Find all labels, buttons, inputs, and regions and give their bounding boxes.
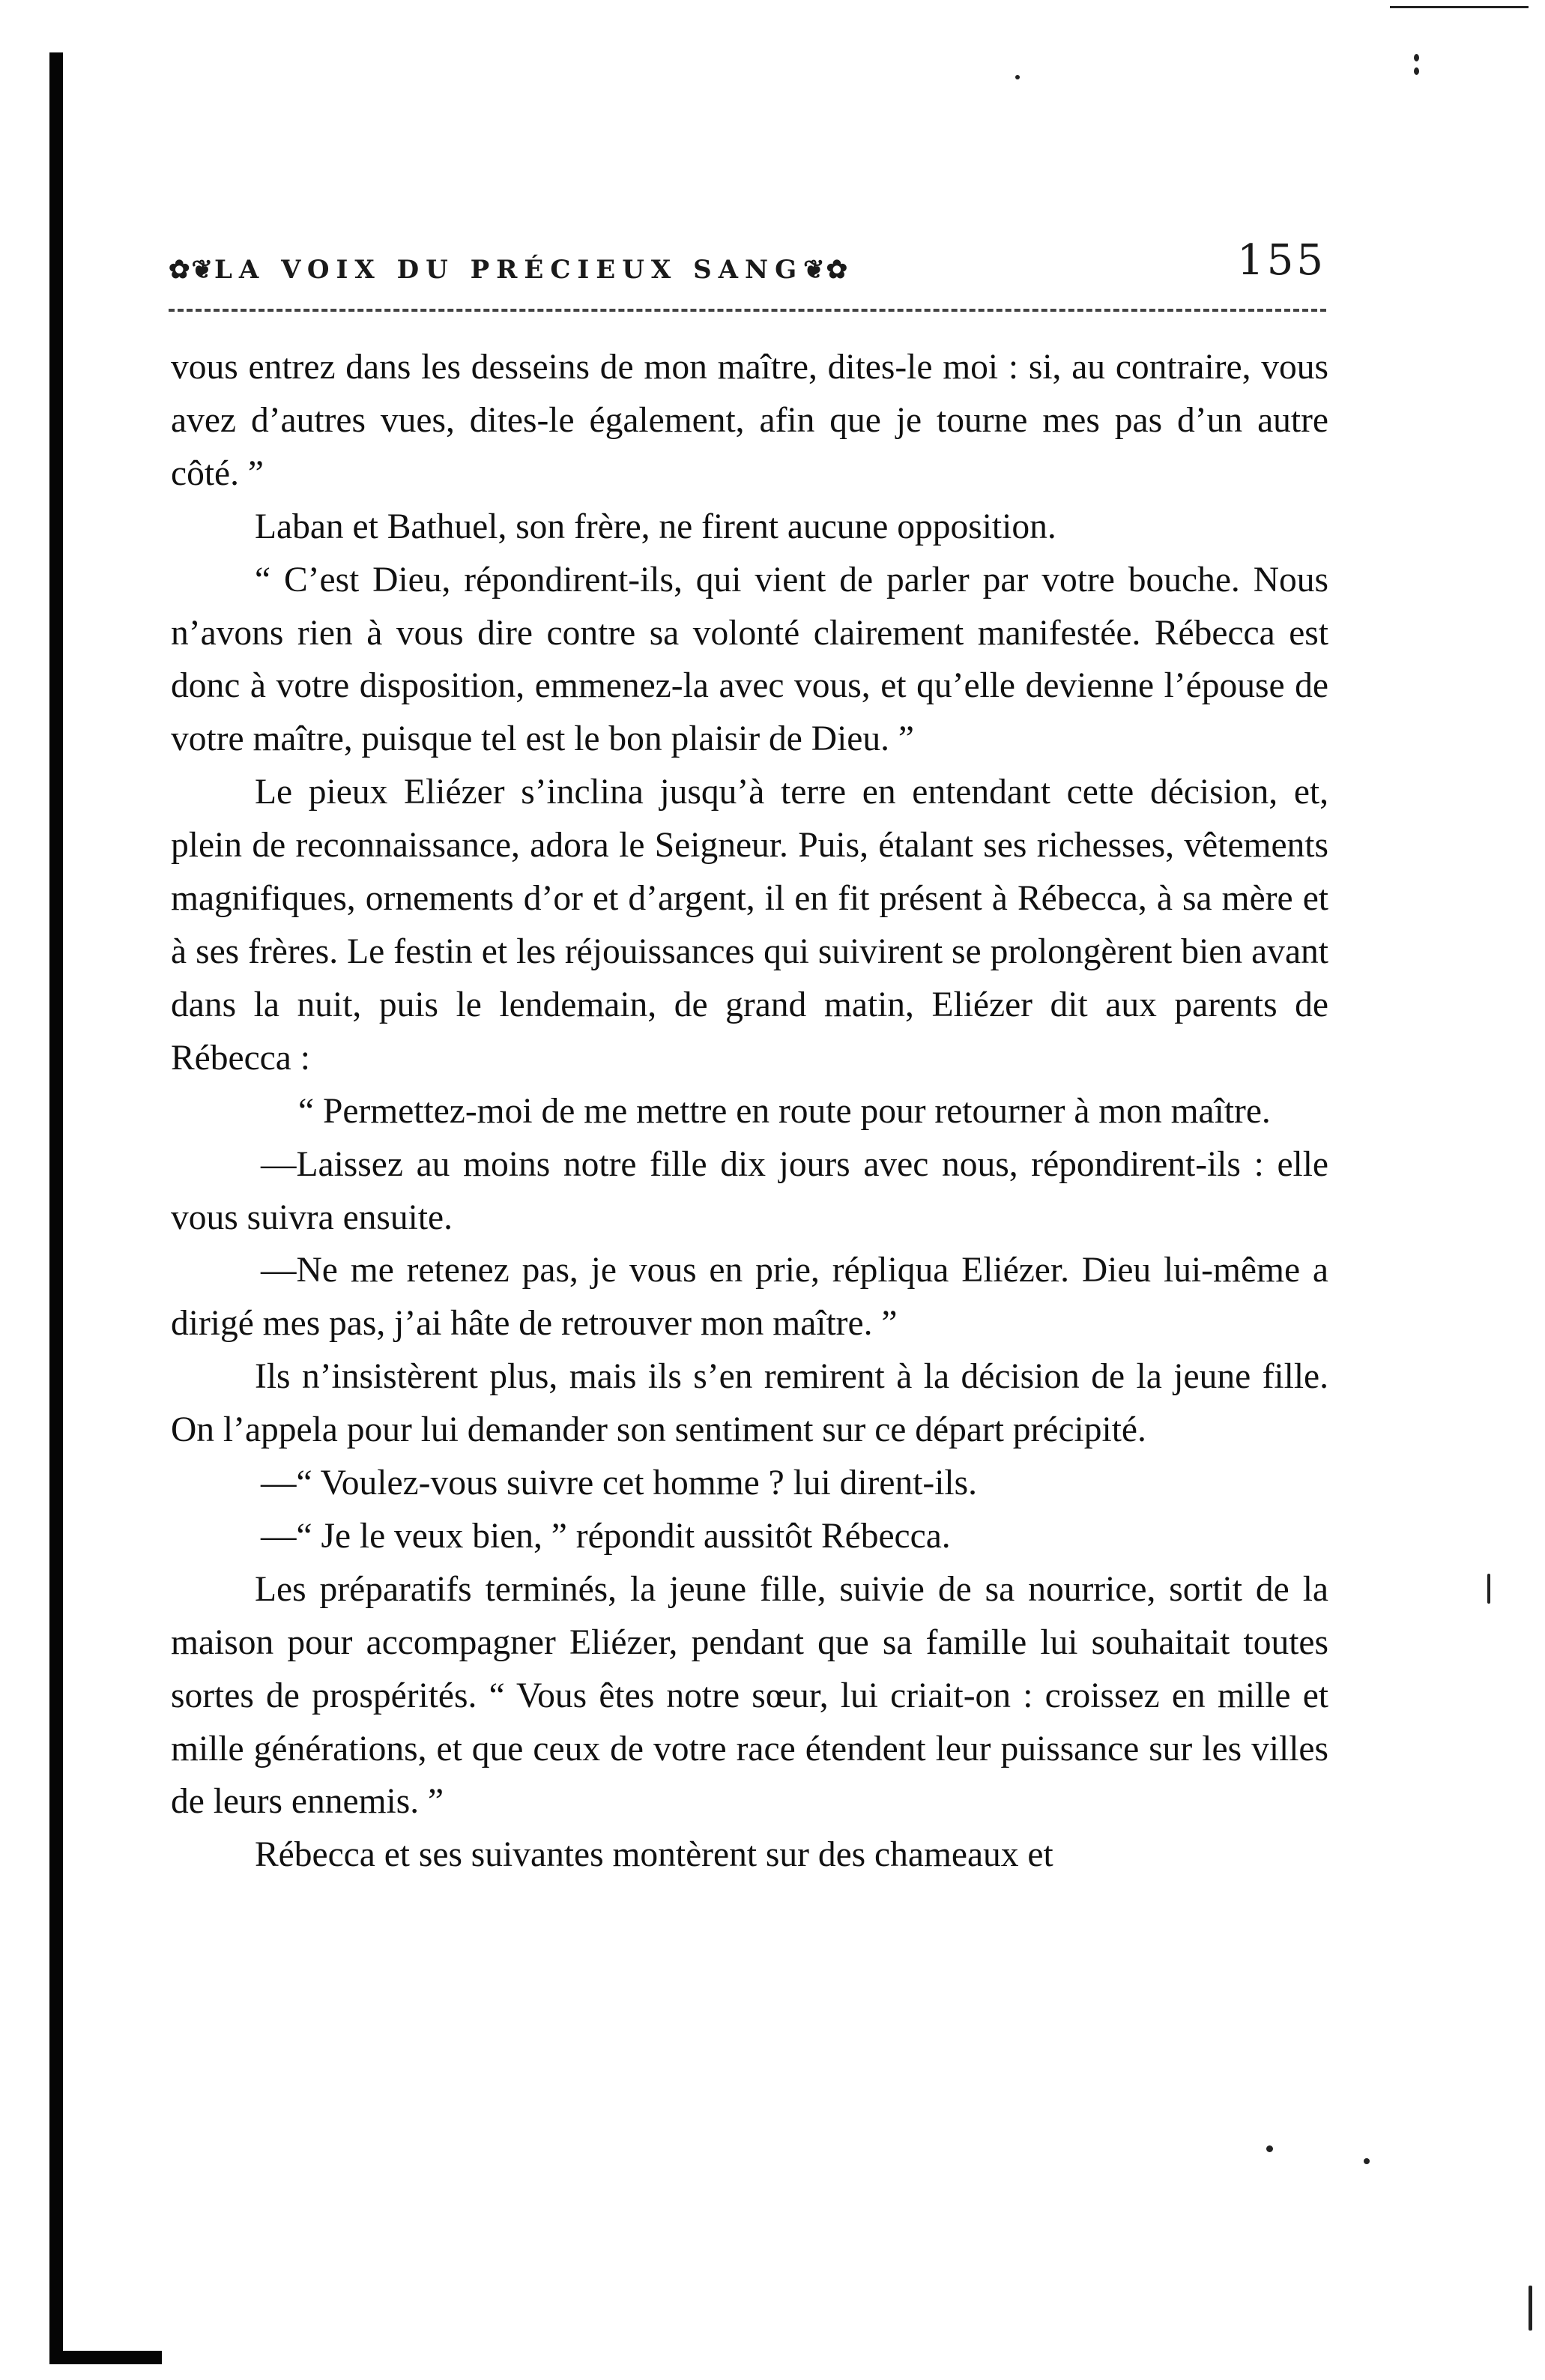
paragraph: “ Permettez-moi de me mettre en route pour retourner à mon maître.	[298, 1091, 1271, 1131]
paragraph: Ils n’insistèrent plus, mais ils s’en remirent à la décision de la jeune fille. On l’appela pour lui demander son sentiment sur ce départ précipité.	[171, 1357, 1328, 1450]
scan-speck	[1487, 1574, 1490, 1604]
page-number: 155	[1237, 236, 1326, 285]
scan-speck	[1414, 54, 1419, 61]
header-rule	[169, 309, 1326, 312]
paragraph: Les préparatifs terminés, la jeune fille, suivie de sa nourrice, sortit de la maison pour accompagner Eliézer, pendant que sa famille lui souhaitait toutes sortes de prospérités. “ Vous êtes notre sœur, lui criait-on : croissez en mille et mille générations, et que ceux de votre race étendent leur puissance sur les villes de leurs ennemis. ”	[171, 1569, 1328, 1822]
paragraph: —“ Voulez-vous suivre cet homme ? lui dirent-ils.	[261, 1464, 977, 1503]
running-title	[169, 255, 849, 285]
page-header	[169, 225, 1326, 285]
scan-top-mark	[1390, 6, 1529, 8]
ornament-left: ✿❦	[169, 255, 214, 285]
paragraph: —Laissez au moins notre fille dix jours avec nous, répondirent-ils : elle vous suivra ensuite.	[171, 1144, 1328, 1237]
scan-speck	[1015, 75, 1020, 79]
paragraph: Le pieux Eliézer s’inclina jusqu’à terre en entendant cette décision, et, plein de reconnaissance, adora le Seigneur. Puis, étalant ses richesses, vêtements magnifiques, ornements d’or et d’argent, il en fit présent à Rébecca, à sa mère et à ses frères. Le festin et les réjouissances qui suivirent se prolongèrent bien avant dans la nuit, puis le lendemain, de grand matin, Eliézer dit aux parents de Rébecca :	[171, 773, 1328, 1078]
scan-speck	[1364, 2158, 1370, 2164]
paragraph: “ C’est Dieu, répondirent-ils, qui vient de parler par votre bouche. Nous n’avons rien à vous dire contre sa volonté clairement manifestée. Rébecca est donc à votre disposition, emmenez-la avec vous, et qu’elle devienne l’épouse de votre maître, puisque tel est le bon plaisir de Dieu. ”	[171, 560, 1328, 759]
scan-speck	[1529, 2286, 1532, 2331]
paragraph: Rébecca et ses suivantes montèrent sur des chameaux et	[255, 1835, 1053, 1875]
body-text	[171, 341, 1328, 1882]
scan-binding-edge	[49, 52, 63, 2364]
scan-speck	[1414, 67, 1419, 75]
scan-binding-foot	[49, 2351, 162, 2364]
running-title-text: LA VOIX DU PRÉCIEUX SANG	[214, 255, 804, 285]
paragraph: —Ne me retenez pas, je vous en prie, répliqua Eliézer. Dieu lui-même a dirigé mes pas, j’ai hâte de retrouver mon maître. ”	[171, 1251, 1328, 1344]
paragraph: —“ Je le veux bien, ” répondit aussitôt Rébecca.	[261, 1516, 951, 1556]
scan-speck	[1266, 2145, 1273, 2152]
ornament-right: ❦✿	[803, 255, 850, 285]
paragraph: Laban et Bathuel, son frère, ne firent aucune opposition.	[255, 507, 1056, 546]
paragraph: vous entrez dans les desseins de mon maître, dites-le moi : si, au contraire, vous avez d’autres vues, dites-le également, afin que je tourne mes pas d’un autre côté. ”	[171, 348, 1328, 493]
